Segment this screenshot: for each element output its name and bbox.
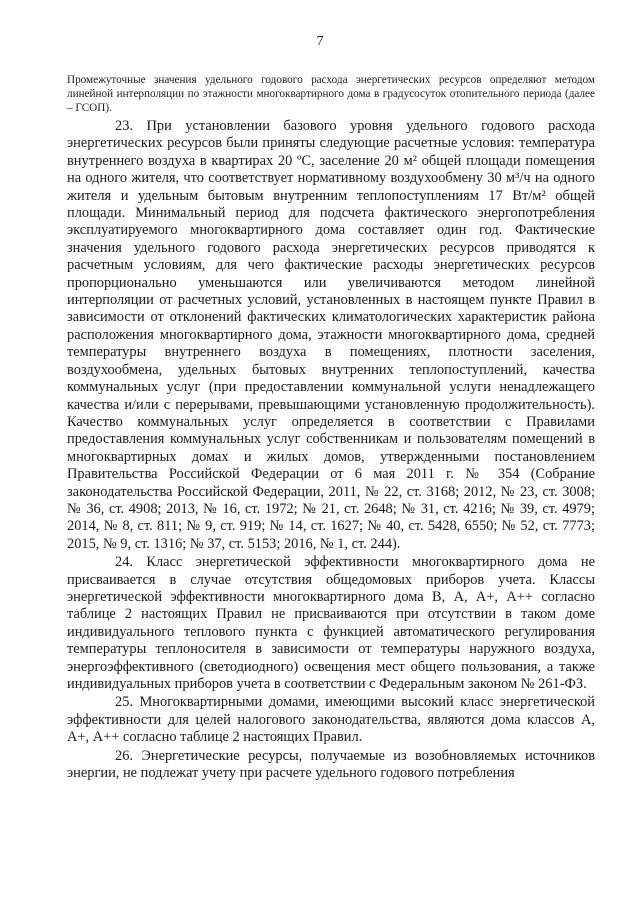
table-footnote: Промежуточные значения удельного годового расхода энергетических ресурсов определяют методом линейной интерполяции по этажности многоквартирного дома в градусосуток отопительного периода (далее – ГСОП). [67,74,595,114]
paragraph-24: 24. Класс энергетической эффективности многоквартирного дома не присваивается в случае отсутствия общедомовых приборов учета. Классы энергетической эффективности многоквартирного дома В, А, А+, А++ согласно таблице 2 настоящих Правил не присваиваются при отсутствии в таком доме индивидуального теплового пункта с функцией автоматического регулирования температуры теплоносителя в зависимости от температуры наружного воздуха, энергоэффективного (светодиодного) освещения мест общего пользования, а также индивидуальных приборов учета в соответствии с Федеральным законом № 261-ФЗ. [67,554,595,692]
paragraph-26: 26. Энергетические ресурсы, получаемые из возобновляемых источников энергии, не подлежат учету при расчете удельного годового потребления [67,747,595,782]
page-number: 7 [316,34,324,49]
paragraph-23: 23. При установлении базового уровня удельного годового расхода энергетических ресурсов были приняты следующие расчетные условия: температура внутреннего воздуха в квартирах 20 ºС, заселение 20 м² общей площади помещения на одного жителя, что соответствует нормативному воздухообмену 30 м³/ч на одного жителя и удельным бытовым внутренним теплопоступлениям 17 Вт/м² общей площади. Минимальный период для подсчета фактического энергопотребления эксплуатируемого многоквартирного дома составляет один год. Фактические значения удельного годового расхода энергетических ресурсов приводятся к расчетным условиям, для чего фактические расходы энергетических ресурсов пропорционально уменьшаются или увеличиваются методом линейной интерполяции от расчетных условий, установленных в настоящем пункте Правил в зависимости от отклонений фактических климатологических характеристик района расположения многоквартирного дома, этажности многоквартирного дома, средней температуры внутреннего воздуха в помещениях, плотности заселения, воздухообмена, удельных бытовых внутренних теплопоступлений, качества коммунальных услуг (при предоставлении коммунальной услуги ненадлежащего качества и/или с перерывами, превышающими установленную продолжительность). Качество коммунальных услуг определяется в соответствии с Правилами предоставления коммунальных услуг собственникам и пользователям помещений в многоквартирных домах и жилых домов, утвержденными постановлением Правительства Российской Федерации от 6 мая 2011 г. № 354 (Собрание законодательства Российской Федерации, 2011, № 22, ст. 3168; 2012, № 23, ст. 3008; № 36, ст. 4908; 2013, № 16, ст. 1972; № 21, ст. 2648; № 31, ст. 4216; № 39, ст. 4979; 2014, № 8, ст. 811; № 9, ст. 919; № 14, ст. 1627; № 40, ст. 5428, 6550; № 52, ст. 7773; 2015, № 9, ст. 1316; № 37, ст. 5153; 2016, № 1, ст. 244). [67,118,595,552]
paragraph-25: 25. Многоквартирными домами, имеющими высокий класс энергетической эффективности для целей налогового законодательства, являются дома классов А, А+, А++ согласно таблице 2 настоящих Правил. [67,694,595,746]
document-body [67,118,595,782]
